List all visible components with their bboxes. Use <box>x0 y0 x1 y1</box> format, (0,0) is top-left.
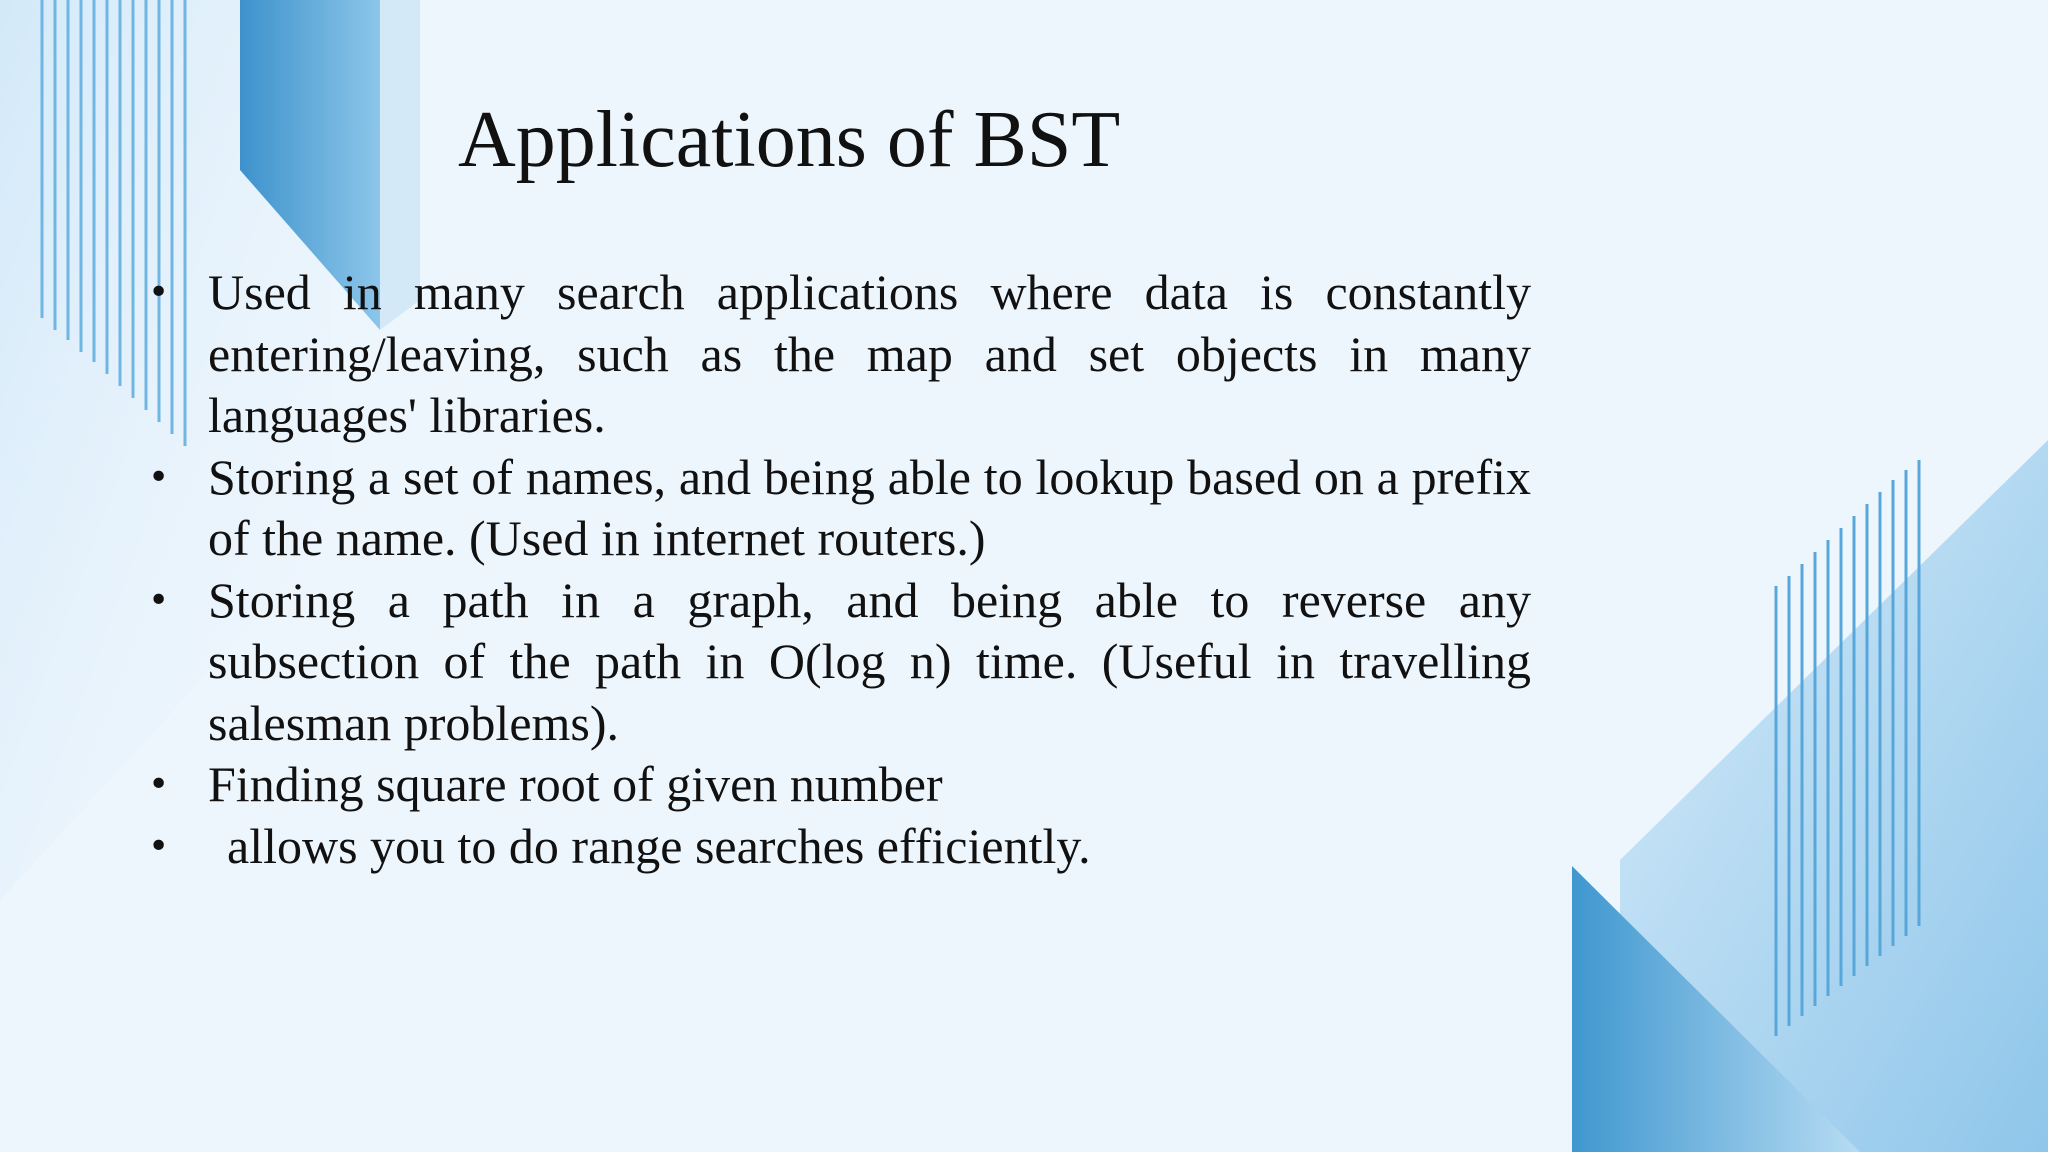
bullet-text: allows you to do range searches efficiently. <box>227 817 1091 874</box>
bullet-text: Finding square root of given number <box>208 756 943 812</box>
bullet-dot-icon: • <box>148 456 170 498</box>
list-item <box>148 754 1531 816</box>
bullet-dot-icon: • <box>148 579 170 621</box>
bullet-text: Storing a set of names, and being able to lookup based on a prefix of the name. (Used in internet routers.) <box>208 448 1531 566</box>
slide-title: Applications of BST <box>458 96 1121 184</box>
list-item <box>148 447 1531 570</box>
list-item <box>148 262 1531 447</box>
list-item <box>148 570 1531 755</box>
list-item <box>148 816 1531 878</box>
bullet-list <box>148 262 1531 877</box>
bullet-dot-icon: • <box>148 272 170 313</box>
bullet-text: Used in many search applications where data is constantly entering/leaving, such as the map and set objects in many languages' libraries. <box>208 264 1531 443</box>
bullet-dot-icon: • <box>148 825 170 867</box>
bullet-dot-icon: • <box>148 764 170 805</box>
bullet-text: Storing a path in a graph, and being able to reverse any subsection of the path in O(log n) time. (Useful in travelling salesman problems). <box>208 571 1531 751</box>
